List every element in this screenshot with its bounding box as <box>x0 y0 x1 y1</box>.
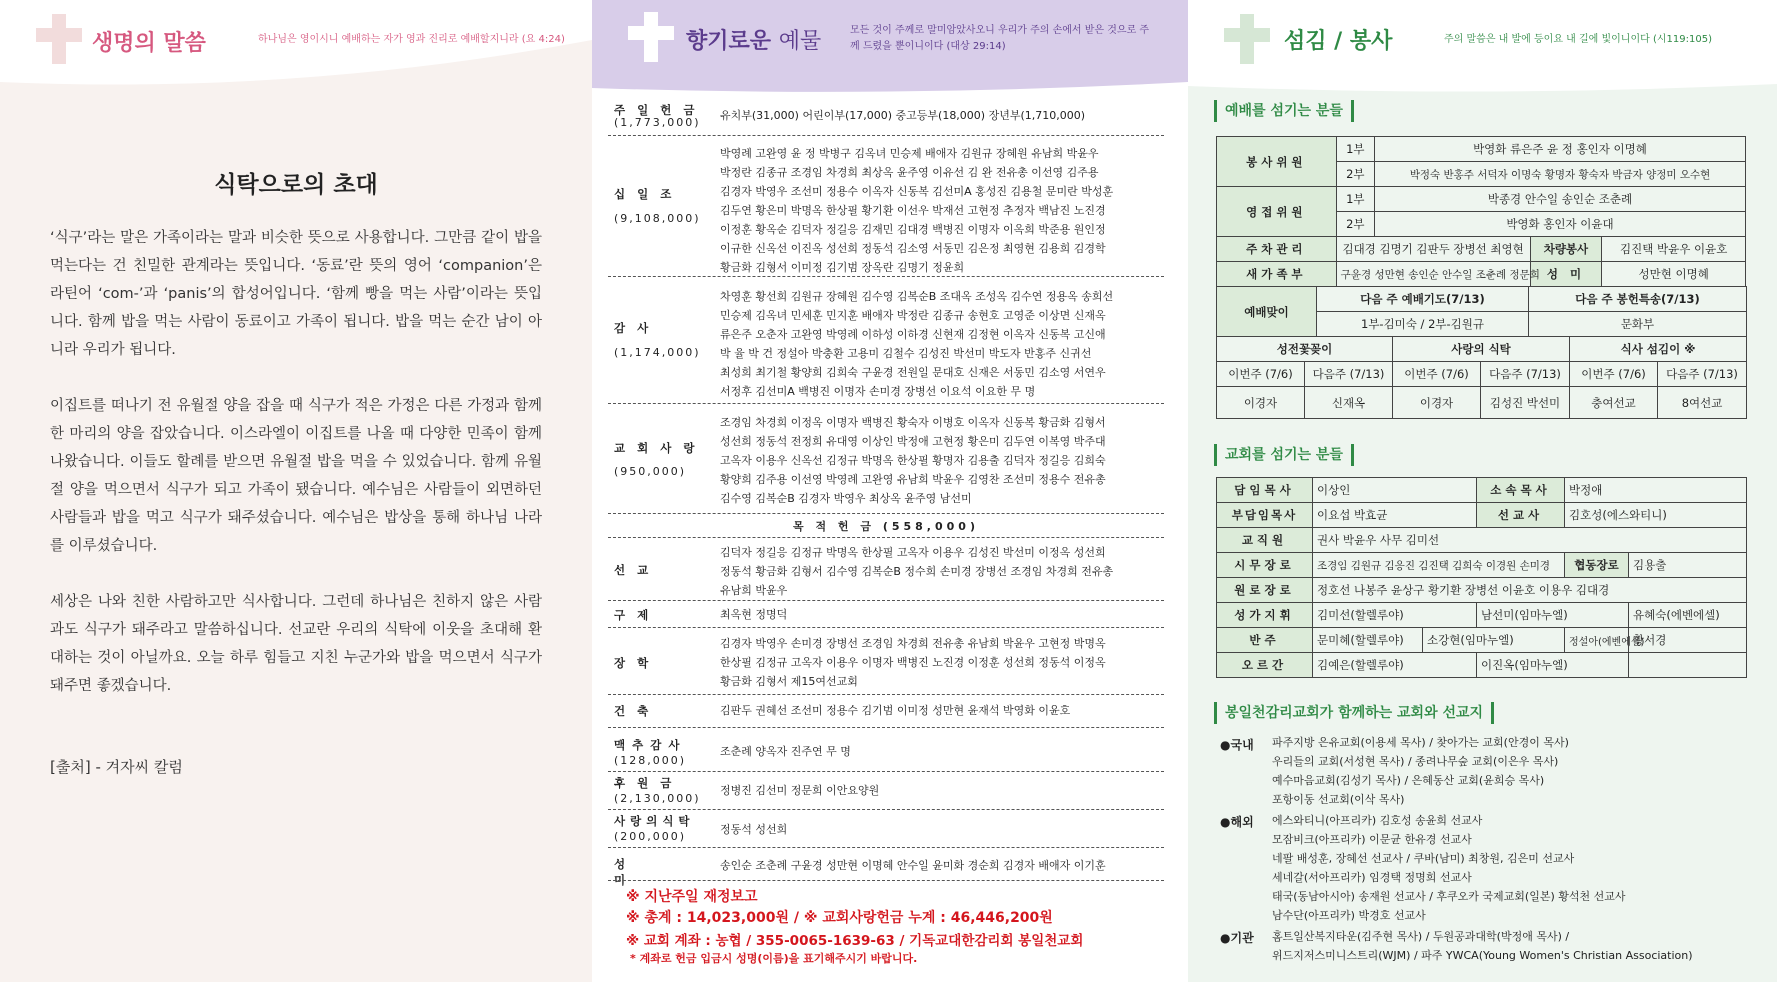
cell-heading: 다음 주 봉헌특송(7/13) <box>1529 287 1747 312</box>
divider <box>608 847 1164 848</box>
paragraph: ‘식구’라는 말은 가족이라는 말과 비슷한 뜻으로 사용합니다. 그만큼 같이 밥을 먹는다는 건 친밀한 관계라는 뜻입니다. ‘동료’란 뜻의 영어 ‘companion’은 라틴어 ‘com-’과 ‘panis’의 합성어입니다. ‘함께 빵을 먹는 사람’이라는 뜻입니다. 함께 밥을 먹는 사람이 동료이고 가족이 됩니다. 밥을 먹는 순간 남이 아니라 우리가 됩니다. <box>50 230 542 358</box>
mission-list: 홈트일산복지타운(김주현 목사) / 두원공과대학(박정애 목사) / 위드지저스미니스트리(WJM) / 파주 YWCA(Young Women's Christian Association) <box>1272 930 1693 962</box>
offering-label: 장학 <box>614 656 661 670</box>
divider <box>608 600 1164 601</box>
panel-title: 섬김 / 봉사 <box>1284 29 1393 54</box>
offering-sum: (1,773,000) <box>614 116 701 129</box>
mission-category: ●해외 <box>1220 815 1254 829</box>
offering-label: 맥추감사 <box>614 738 687 752</box>
mission-category: ●기관 <box>1220 931 1254 945</box>
divider <box>608 771 1164 772</box>
divider <box>608 809 1164 810</box>
paragraph: 이집트를 떠나기 전 유월절 양을 잡을 때 식구가 적은 가정은 다른 가정과 함께 한 마리의 양을 잡았습니다. 이스라엘이 이집트를 나올 때 다양한 민족이 함께 나왔습니다. 이들도 할례를 받으면 유월절 밥을 먹을 수 있었습니다. 함께 유월절 양을 먹으면서 식구가 되고 가족이 됐습니다. 예수님은 사람들이 외면하던 사람들과 밥을 먹고 식구가 돼주셨습니다. 예수님은 밥상을 통해 하나님 나라를 이루셨습니다. <box>50 398 542 554</box>
cell: 유혜숙(에벤에셀) <box>1629 603 1747 628</box>
cross-icon <box>1224 14 1270 64</box>
offering-sum: (1,174,000) <box>614 346 701 359</box>
designated-offering-title: 목 적 헌 금 (558,000) <box>793 520 979 533</box>
cell: 김용출 <box>1629 553 1747 578</box>
cell: 박영화 홍인자 이윤대 <box>1374 212 1745 237</box>
cell-label: 예배맞이 <box>1217 287 1317 337</box>
report-total: ※ 총계 : 14,023,000원 / ※ 교회사랑헌금 누계 : 46,446,200원 <box>626 910 1053 926</box>
panel-header <box>592 0 1188 95</box>
divider <box>608 627 1164 628</box>
cell: 이진옥(임마누엘) <box>1477 653 1629 678</box>
cell: 김미선(할렐루야) <box>1313 603 1477 628</box>
cell-label: 주차관리 <box>1217 237 1337 262</box>
offering-label: 후원금 <box>614 776 684 790</box>
cell: 1부 <box>1336 187 1374 212</box>
divider <box>608 403 1164 404</box>
offering-names: 송인순 조춘례 구윤경 성만현 이명혜 안수일 윤미화 경순희 김경자 배애자 이기훈 <box>720 859 1106 872</box>
divider <box>608 537 1164 538</box>
cell: 8여선교 <box>1658 387 1747 419</box>
cell <box>1629 653 1747 678</box>
account-note: * 계좌로 헌금 입금시 성명(이름)을 표기해주시기 바랍니다. <box>630 952 918 965</box>
cell: 권사 박윤우 사무 김미선 <box>1313 528 1747 553</box>
cell-heading: 다음 주 예배기도(7/13) <box>1317 287 1529 312</box>
cell: 충여선교 <box>1570 387 1658 419</box>
header-verse: 주의 말씀은 내 발에 등이요 내 길에 빛이니이다 (시119:105) <box>1444 34 1712 45</box>
cell: 박정애 <box>1565 478 1747 503</box>
cell-heading: 성전꽃꽂이 <box>1217 337 1393 362</box>
offering-sum: (950,000) <box>614 465 687 478</box>
offering-names: 김판두 권혜선 조선미 정용수 김기범 이미정 성만현 윤재석 박영화 이윤호 <box>720 704 1071 717</box>
offering-names: 유치부(31,000) 어린이부(17,000) 중고등부(18,000) 장년부(1,710,000) <box>720 109 1086 122</box>
cell-label: 교직원 <box>1217 528 1313 553</box>
church-staff-table <box>1216 477 1747 678</box>
cell: 정설아(에벤에셀) <box>1565 628 1629 653</box>
offering-sum: (128,000) <box>614 754 687 767</box>
divider <box>608 727 1164 728</box>
divider <box>608 135 1164 136</box>
panel-title <box>686 24 821 55</box>
offering-names: 박영례 고완영 윤 정 박병구 김옥녀 민승제 배애자 김원규 장혜원 유남희 박윤우 박정란 김종규 조경임 차경희 최상옥 윤주영 이유선 김 완 전유총 이선영 김주용 김경자 박영우 조선미 정용수 이옥자 신동복 김선미A 홍성진 김용철 문미란 박성훈 김두연 황은미 박명옥 한상필 황기환 이선우 박재선 고현정 추정자 백남진 노진경 이정훈 황옥순 김덕자 정길응 김재민 김대경 백병진 이명자 이옥희 박준용 원인정 이규한 신옥선 이진옥 성선희 정동석 김소영 서동민 김은정 최영현 김용희 김경학 황금화 김형서 이미정 김기범 장옥란 김명기 정윤희 <box>720 147 1114 274</box>
cell: 이번주 (7/6) <box>1570 362 1658 387</box>
cell-label: 부담임목사 <box>1217 503 1313 528</box>
cell: 성만현 이명혜 <box>1602 262 1746 287</box>
bank-account: ※ 교회 계좌 : 농협 / 355-0065-1639-63 / 기독교대한감리회 봉일천교회 <box>626 933 1084 949</box>
cross-icon <box>36 14 82 64</box>
article-source: [출처] - 겨자씨 칼럼 <box>50 758 183 776</box>
cell: 1부 <box>1336 137 1374 162</box>
divider <box>608 694 1164 695</box>
cell-heading: 식사 섬김이 ※ <box>1570 337 1747 362</box>
cell-label: 협동장로 <box>1565 553 1629 578</box>
cell: 문화부 <box>1529 312 1747 337</box>
cell: 박종경 안수일 송인순 조춘례 <box>1374 187 1745 212</box>
cell: 소강현(임마누엘) <box>1423 628 1565 653</box>
offering-label: 사랑의식탁 <box>614 814 695 828</box>
cross-icon <box>628 12 674 62</box>
cell: 조경임 김원규 김응진 김진택 김희숙 이경원 손미경 <box>1313 553 1565 578</box>
divider <box>608 276 1164 277</box>
title-light: 예물 <box>778 29 822 54</box>
cell: 신재옥 <box>1305 387 1393 419</box>
worship-welcome-table <box>1216 286 1747 337</box>
cell-label: 성가지휘 <box>1217 603 1313 628</box>
cell: 구윤경 성만현 송인순 안수일 조춘례 정문희 <box>1336 262 1530 287</box>
cell: 다음주 (7/13) <box>1658 362 1747 387</box>
panel-title: 생명의 말씀 <box>92 31 206 56</box>
cell: 다음주 (7/13) <box>1305 362 1393 387</box>
cell: 이경자 <box>1217 387 1305 419</box>
offering-names: 김경자 박영우 손미경 장병선 조경임 차경희 전유총 유남희 박윤우 고현정 박명옥 한상필 김정규 고옥자 이용우 이명자 백병진 노진경 이정훈 성선희 정동석 이정옥 황금화 김형서 제15여선교회 <box>720 637 1106 688</box>
article-title: 식탁으로의 초대 <box>214 172 378 198</box>
cell-label: 담임목사 <box>1217 478 1313 503</box>
mission-category: ●국내 <box>1220 738 1254 752</box>
cell: 이번주 (7/6) <box>1393 362 1481 387</box>
offering-names: 조춘례 양옥자 진주연 무 명 <box>720 745 851 758</box>
cell: 황서경 <box>1629 628 1747 653</box>
section-title: 봉일천감리교회가 함께하는 교회와 선교지 <box>1214 702 1494 724</box>
cell-label: 영접위원 <box>1217 187 1337 237</box>
cell-label: 새가족부 <box>1217 262 1337 287</box>
offering-names: 정병진 김선미 정문희 이안요양원 <box>720 784 880 797</box>
offering-sum: (200,000) <box>614 830 687 843</box>
offering-label: 십일조 <box>614 187 684 201</box>
offering-label: 구제 <box>614 608 661 622</box>
cell: 이번주 (7/6) <box>1217 362 1305 387</box>
offering-label: 성미 <box>614 857 686 887</box>
divider <box>608 880 1164 881</box>
worship-servers-table <box>1216 136 1746 287</box>
cell: 정호선 나봉주 윤상구 황기환 장병선 이윤호 이용우 김대경 <box>1313 578 1747 603</box>
cell: 2부 <box>1336 212 1374 237</box>
meal-flower-table <box>1216 336 1747 419</box>
header-verse: 하나님은 영이시니 예배하는 자가 영과 진리로 예배할지니라 (요 4:24) <box>258 34 565 45</box>
offering-sum: (2,130,000) <box>614 792 701 805</box>
panel-header <box>1188 0 1777 95</box>
cell: 김호성(에스와티니) <box>1565 503 1747 528</box>
cell-heading: 사랑의 식탁 <box>1393 337 1570 362</box>
offering-label: 건축 <box>614 704 661 718</box>
title-strong: 향기로운 <box>686 29 772 54</box>
offering-label: 감사 <box>614 321 661 335</box>
cell: 김성진 박선미 <box>1481 387 1570 419</box>
cell: 김대경 김명기 김판두 장병선 최영현 <box>1336 237 1530 262</box>
cell: 2부 <box>1336 162 1374 187</box>
cell-label: 소속목사 <box>1477 478 1565 503</box>
cell: 다음주 (7/13) <box>1481 362 1570 387</box>
cell-label: 오르간 <box>1217 653 1313 678</box>
paragraph: 세상은 나와 친한 사람하고만 식사합니다. 그런데 하나님은 친하지 않은 사람과도 식구가 돼주라고 말씀하십니다. 선교란 우리의 식탁에 이웃을 초대해 환대하는 것이 아닐까요. 오늘 하루 힘들고 지친 누군가와 밥을 먹으면서 식구가 돼주면 좋겠습니다. <box>50 594 542 694</box>
cell: 박정숙 반홍주 서덕자 이명숙 황명자 황숙자 박금자 양정미 오수현 <box>1374 162 1745 187</box>
header-verse: 모든 것이 주께로 말미암았사오니 우리가 주의 손에서 받은 것으로 주께 드렸을 뿐이니이다 (대상 29:14) <box>850 25 1150 52</box>
cell: 김예은(할렐루야) <box>1313 653 1477 678</box>
offering-names: 차영훈 황선희 김원규 장혜원 김수영 김복순B 조대옥 조성옥 김수연 정용옥 송희선 민승제 김옥녀 민세훈 민지훈 배애자 박정란 김종규 송현호 고영준 이상면 신재옥 류은주 오춘자 고완영 박영례 이하성 이하경 신현재 김정현 이옥자 신동복 고신애 박 율 박 건 정설아 박충환 고용미 김철수 김성진 박선미 박도자 반홍주 신귀선 최성희 최기철 황양희 김희숙 구윤경 전원일 문대호 신재은 서동민 김소영 서연우 서정후 김선미A 백병진 이명자 손미경 장병선 이요석 이요한 무 명 <box>720 290 1114 398</box>
section-title: 예배를 섬기는 분들 <box>1214 100 1354 122</box>
cell-label: 시무장로 <box>1217 553 1313 578</box>
mission-list: 에스와티니(아프리카) 김호성 송윤희 선교사 모잠비크(아프리카) 이문균 한유경 선교사 네팔 배성훈, 장혜선 선교사 / 쿠바(남미) 최창원, 김은미 선교사 세네갈(서아프리카) 임경택 정명희 선교사 태국(동남아시아) 송재원 선교사 / 후쿠오카 국제교회(일본) 황석천 선교사 남수단(아프리카) 박경호 선교사 <box>1272 814 1626 922</box>
cell: 박영화 류은주 윤 정 홍인자 이명혜 <box>1374 137 1745 162</box>
cell: 문미혜(할렐루야) <box>1313 628 1423 653</box>
cell-label: 반주 <box>1217 628 1313 653</box>
word-of-life-panel <box>0 0 592 982</box>
cell: 1부-김미숙 / 2부-김원규 <box>1317 312 1529 337</box>
cell-label: 차량봉사 <box>1530 237 1602 262</box>
cell-label: 원로장로 <box>1217 578 1313 603</box>
offering-label: 교회사랑 <box>614 441 707 455</box>
offering-names: 최옥현 정명덕 <box>720 608 788 621</box>
panel-header <box>0 0 592 95</box>
service-panel <box>1188 0 1777 982</box>
cell-label: 성 미 <box>1530 262 1602 287</box>
cell: 이경자 <box>1393 387 1481 419</box>
offering-sum: (9,108,000) <box>614 212 701 225</box>
mission-list: 파주지방 은유교회(이용세 목사) / 찾아가는 교회(안경이 목사) 우리들의 교회(서성현 목사) / 종려나무숲 교회(이은우 목사) 예수마음교회(김성기 목사) / 은혜동산 교회(윤희승 목사) 포항이동 선교회(이삭 목사) <box>1272 736 1569 806</box>
cell: 이상인 <box>1313 478 1477 503</box>
cell: 이요섭 박효균 <box>1313 503 1477 528</box>
offering-label: 주일헌금 <box>614 103 707 117</box>
offering-names: 조경임 차경희 이정옥 이명자 백병진 황숙자 이병호 이옥자 신동복 황금화 김형서 성선희 정동석 전정희 유대영 이상인 박정애 고현정 황은미 김두연 이복영 박주대 고옥자 이용우 신옥선 김정규 박명옥 한상필 황명자 김용출 김덕자 정길응 김희숙 황양희 김주용 이선영 박영례 고완영 유남희 박윤우 김영찬 조선미 정용수 전유총 김수영 김복순B 김경자 박영우 최상옥 윤주영 남선미 <box>720 416 1106 505</box>
offering-label: 선교 <box>614 563 661 577</box>
cell: 김진택 박윤우 이윤호 <box>1602 237 1746 262</box>
divider <box>608 513 1164 514</box>
cell-label: 봉사위원 <box>1217 137 1337 187</box>
offering-names: 정동석 성선희 <box>720 823 788 836</box>
cell: 남선미(임마누엘) <box>1477 603 1629 628</box>
section-title: 교회를 섬기는 분들 <box>1214 444 1354 466</box>
report-title: ※ 지난주일 재정보고 <box>626 889 758 905</box>
cell-label: 선교사 <box>1477 503 1565 528</box>
offering-names: 김덕자 정길응 김정규 박명옥 한상필 고옥자 이용우 김성진 박선미 이정옥 성선희 정동석 황금화 김형서 김수영 김복순B 정수희 손미경 장병선 조경임 차경희 전유총 유남희 박윤우 <box>720 546 1114 597</box>
offering-panel <box>592 0 1188 982</box>
